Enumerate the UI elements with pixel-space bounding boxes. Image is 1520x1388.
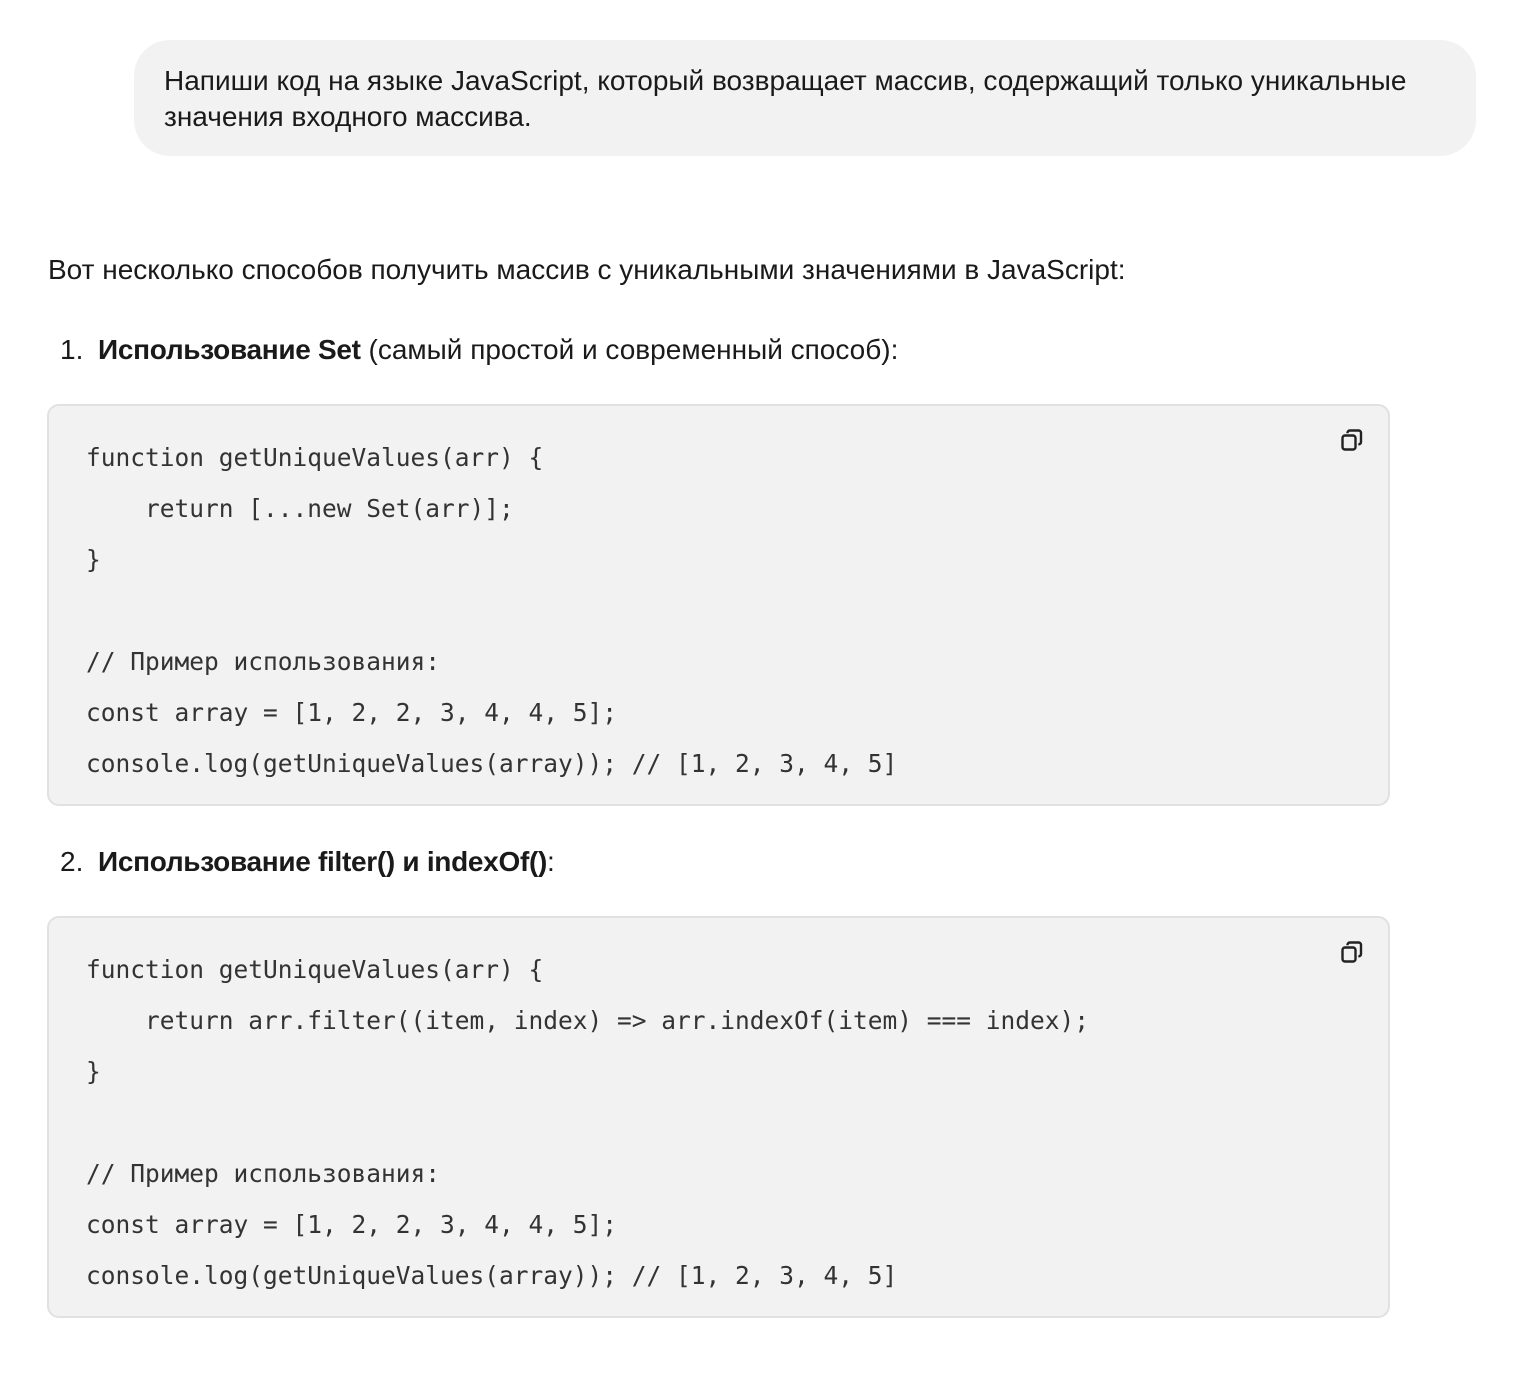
copy-code-button[interactable] [1338, 426, 1366, 454]
user-message-line-1: Напиши код на языке JavaScript, который возвращает массив, содержащий только уникальные [164, 65, 1407, 96]
user-message-line-2: значения входного массива. [164, 101, 532, 132]
code-block-set [47, 404, 1390, 806]
copy-icon [1340, 428, 1364, 452]
copy-icon [1340, 940, 1364, 964]
response-intro: Вот несколько способов получить массив с уникальными значениями в JavaScript: [48, 254, 1126, 285]
list-item-filter [60, 844, 555, 880]
code-content: function getUniqueValues(arr) { return [...new Set(arr)]; } // Пример использования: const array = [1, 2, 2, 3, 4, 4, 5]; console.log(getUniqueValues(array)); // [1, 2, 3, 4, 5] [86, 443, 898, 778]
list-item-suffix: : [547, 846, 555, 877]
list-item-suffix: (самый простой и современный способ): [360, 334, 899, 365]
list-item-title: Использование filter() и indexOf() [98, 846, 548, 877]
list-item-title: Использование Set [98, 334, 361, 365]
copy-code-button[interactable] [1338, 938, 1366, 966]
list-item-number: 2. [60, 846, 84, 877]
list-item-set [60, 332, 898, 368]
list-item-number: 1. [60, 334, 84, 365]
user-message-bubble [134, 40, 1476, 156]
code-block-filter [47, 916, 1390, 1318]
code-content: function getUniqueValues(arr) { return arr.filter((item, index) => arr.indexOf(item) === index); } // Пример использования: const array = [1, 2, 2, 3, 4, 4, 5]; console.log(getUniqueValues(array)); // [1, 2, 3, 4, 5] [86, 955, 1090, 1290]
